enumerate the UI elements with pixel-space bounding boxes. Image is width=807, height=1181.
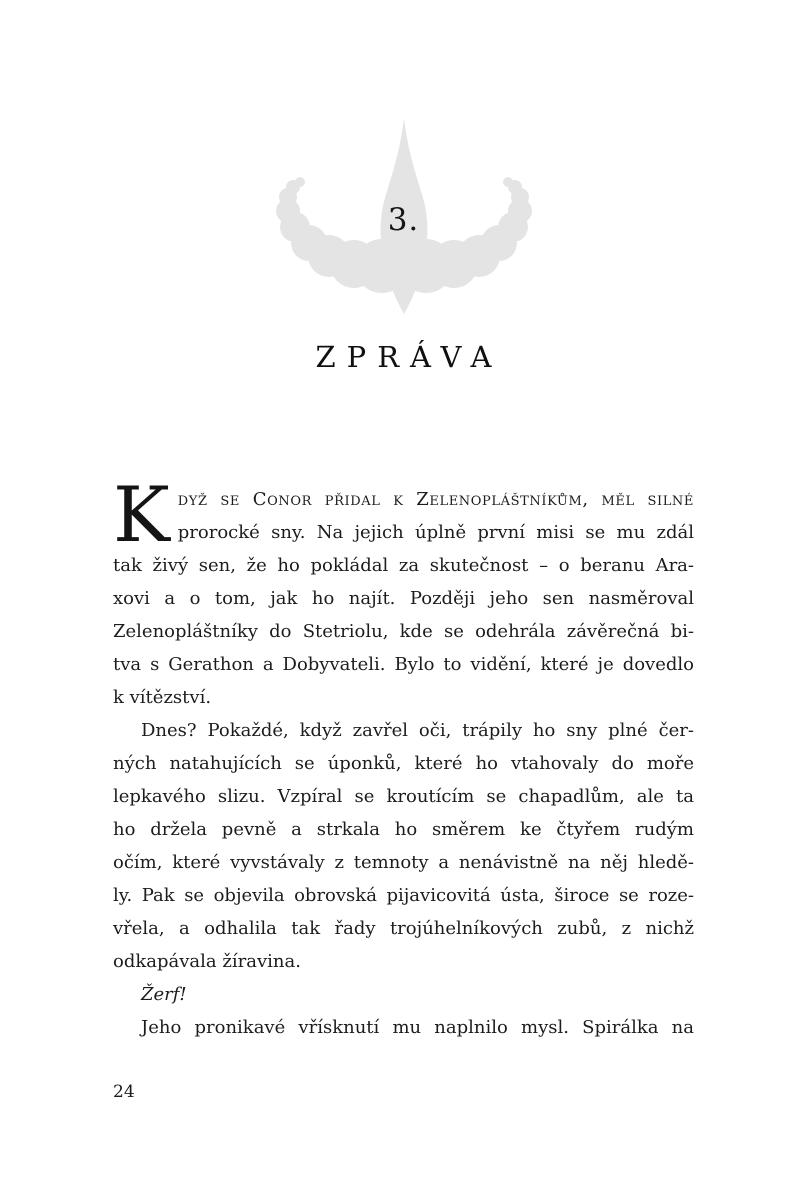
chapter-title: ZPRÁVA [315,340,503,374]
text-line: prorocké sny. Na jejich úplně první misi se mu zdál [177,522,694,543]
text-line: ných natahujících se úponků, které ho vtahovaly do moře [113,753,694,774]
text-line: dyž se Conor přidal k Zelenopláštníkům, měl silné [177,489,694,510]
page-number: 24 [113,1082,135,1102]
text-line: Žerf! [141,984,187,1005]
text-line: k vítězství. [113,687,212,708]
drop-cap: K [113,470,170,559]
text-line: tva s Gerathon a Dobyvateli. Bylo to vidění, které je dovedlo [113,654,694,675]
paragraph-3 [113,978,694,1011]
text-line: očím, které vyvstávaly z temnoty a nenávistně na něj hledě- [113,852,694,873]
paragraph-2 [113,714,694,978]
paragraph-4 [113,1011,694,1044]
text-line: lepkavého slizu. Vzpíral se kroutícím se chapadlům, ale ta [113,786,694,807]
text-line: ho držela pevně a strkala ho směrem ke čtyřem rudým [113,819,694,840]
text-line: odkapávala žíravina. [113,951,301,972]
paragraph-1 [113,470,694,714]
text-line: Jeho pronikavé vřísknutí mu naplnilo mysl. Spirálka na [141,1017,694,1038]
text-line: xovi a o tom, jak ho najít. Později jeho sen nasměroval [113,588,694,609]
text-line: tak živý sen, že ho pokládal za skutečnost – o beranu Ara- [113,555,694,576]
chapter-number: 3. [387,202,420,238]
text-line: vřela, a odhalila tak řady trojúhelníkových zubů, z nichž [113,918,694,939]
text-line: Dnes? Pokaždé, když zavřel oči, trápily ho sny plné čer- [141,720,694,741]
text-line: ly. Pak se objevila obrovská pijavicovitá ústa, široce se roze- [113,885,694,906]
text-line: Zelenopláštníky do Stetriolu, kde se odehrála závěrečná bi- [113,621,694,642]
body-text [113,470,694,1044]
